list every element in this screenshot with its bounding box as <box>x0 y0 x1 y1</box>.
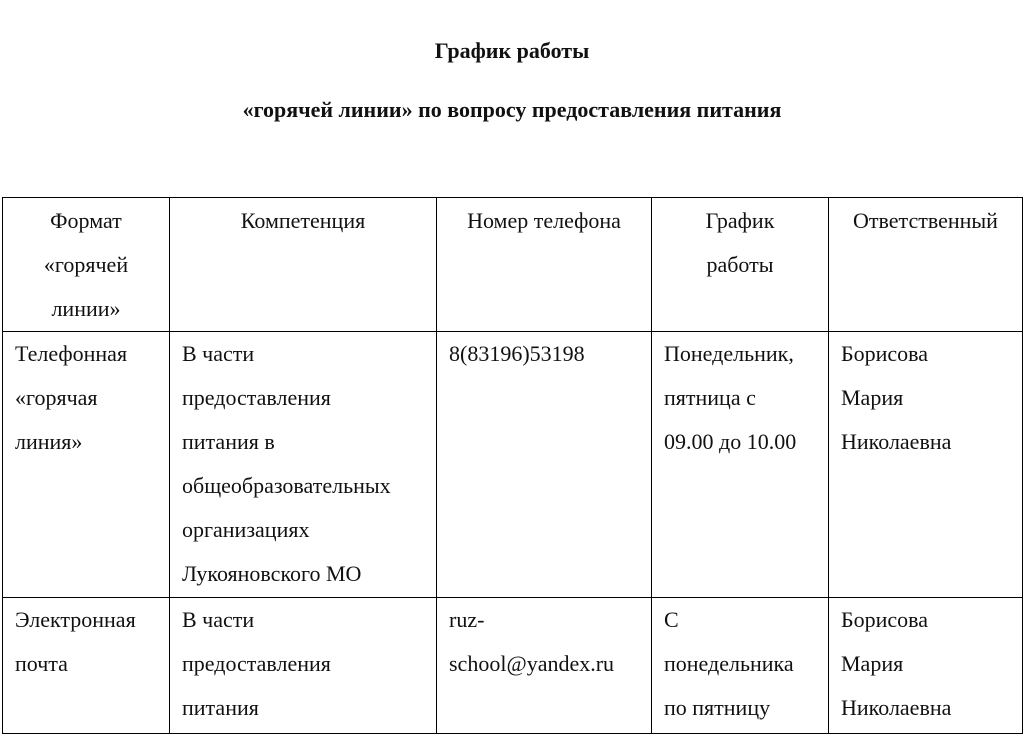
header-competence-line: Компетенция <box>240 208 366 233</box>
cell-line: организациях <box>182 517 310 542</box>
cell-line: Борисова <box>841 607 929 632</box>
header-competence <box>170 198 437 332</box>
header-schedule-line: работы <box>706 252 774 277</box>
cell-line: по пятницу <box>664 695 771 720</box>
header-responsible <box>829 198 1023 332</box>
cell-competence <box>170 332 437 598</box>
cell-line: В части <box>182 607 255 632</box>
header-format-line: «горячей <box>43 252 129 277</box>
cell-format <box>3 332 170 598</box>
header-schedule-line: График <box>705 208 775 233</box>
header-format-line: Формат <box>50 208 122 233</box>
header-schedule <box>652 198 829 332</box>
document-subtitle: «горячей линии» по вопросу предоставления питания <box>242 97 782 122</box>
cell-line: линия» <box>15 429 83 454</box>
cell-responsible <box>829 598 1023 734</box>
cell-line: 8(83196)53198 <box>449 341 585 366</box>
table-row <box>3 598 1023 734</box>
cell-line: С <box>664 607 679 632</box>
header-phone <box>437 198 652 332</box>
cell-line: питания <box>182 695 259 720</box>
cell-format <box>3 598 170 734</box>
cell-schedule <box>652 598 829 734</box>
cell-line: 09.00 до 10.00 <box>664 429 797 454</box>
hotline-schedule-table <box>2 197 1023 734</box>
cell-line: общеобразовательных <box>182 473 391 498</box>
cell-line: school@yandex.ru <box>449 651 615 676</box>
cell-phone <box>437 332 652 598</box>
cell-line: Николаевна <box>841 429 952 454</box>
cell-line: Телефонная <box>15 341 128 366</box>
cell-responsible <box>829 332 1023 598</box>
table-row <box>3 332 1023 598</box>
document-title: График работы <box>434 38 590 63</box>
cell-line: Мария <box>841 385 904 410</box>
cell-line: Мария <box>841 651 904 676</box>
cell-line: Электронная <box>15 607 136 632</box>
cell-line: ruz- <box>449 607 485 632</box>
cell-email <box>437 598 652 734</box>
cell-line: Николаевна <box>841 695 952 720</box>
cell-line: пятница с <box>664 385 756 410</box>
cell-line: питания в <box>182 429 275 454</box>
cell-line: Понедельник, <box>664 341 794 366</box>
cell-line: предоставления <box>182 385 331 410</box>
cell-line: предоставления <box>182 651 331 676</box>
header-format <box>3 198 170 332</box>
header-format-line: линии» <box>51 296 121 321</box>
cell-line: Борисова <box>841 341 929 366</box>
cell-line: понедельника <box>664 651 794 676</box>
cell-line: почта <box>15 651 68 676</box>
cell-line: В части <box>182 341 255 366</box>
cell-competence <box>170 598 437 734</box>
cell-schedule <box>652 332 829 598</box>
header-phone-line: Номер телефона <box>467 208 621 233</box>
table-header-row <box>3 198 1023 332</box>
cell-line: Лукояновского МО <box>182 561 362 586</box>
cell-line: «горячая <box>15 385 98 410</box>
header-responsible-line: Ответственный <box>853 208 998 233</box>
